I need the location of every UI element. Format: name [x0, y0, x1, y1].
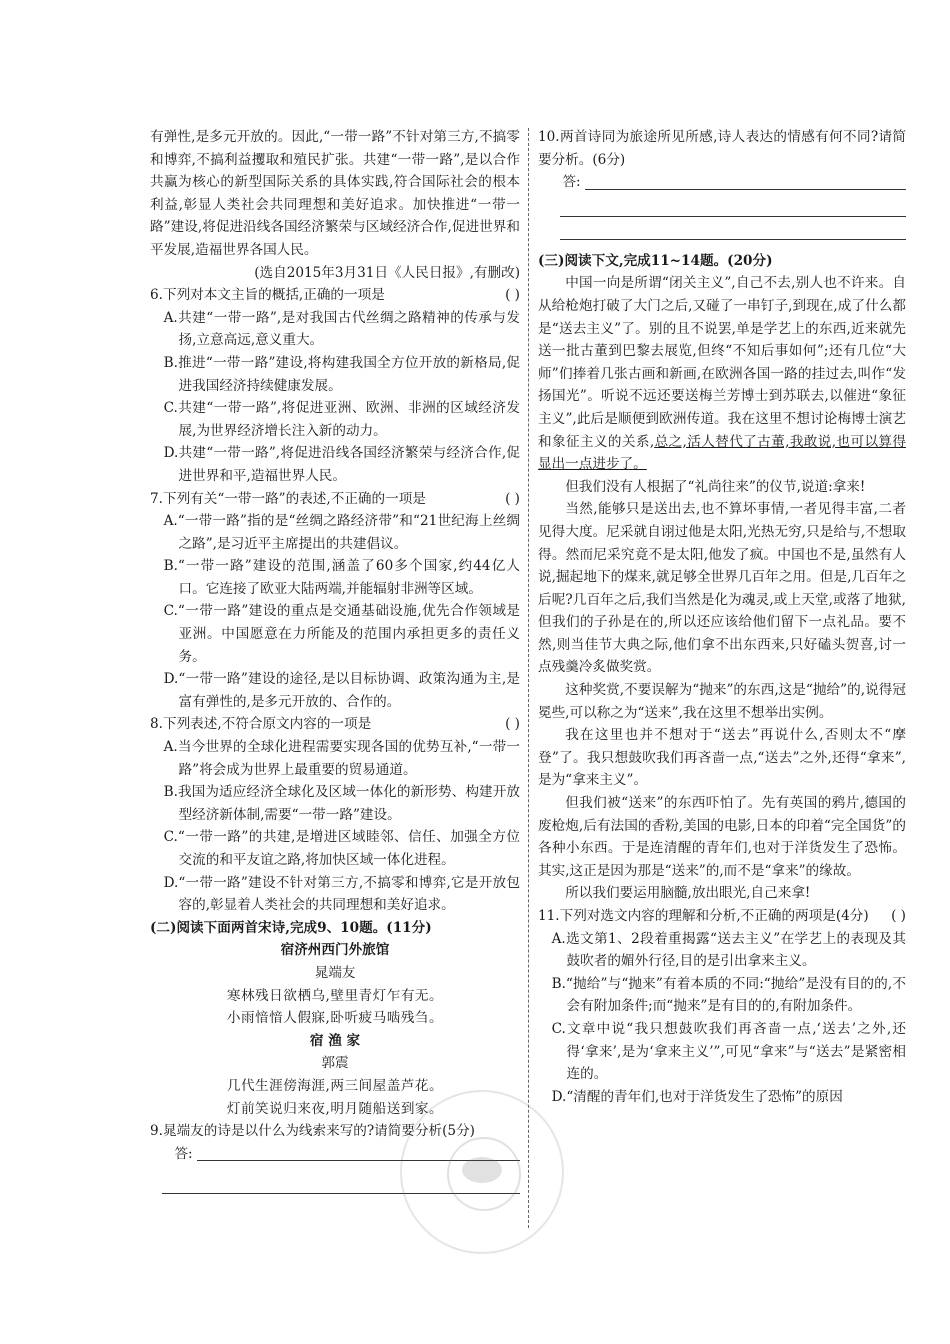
passage-paragraph-7: 所以我们要运用脑髓,放出眼光,自己来拿!: [565, 885, 811, 902]
question-11: [538, 905, 906, 1108]
q10-answer-line-2[interactable]: [560, 194, 906, 217]
q11-answer-paren[interactable]: ( ): [891, 908, 906, 924]
q6-answer-paren[interactable]: ( ): [505, 287, 520, 304]
q9-answer-label: 答:: [174, 1145, 193, 1162]
watermark-seal: [400, 1090, 564, 1254]
q10-answer-row: [538, 171, 906, 194]
q6-option-b: B.推进“一带一路”建设,将构建我国全方位开放的新格局,促进我国经济持续健康发展。: [163, 354, 520, 394]
poem-2-title: 宿 渔 家: [309, 1032, 361, 1049]
q8-answer-paren[interactable]: ( ): [505, 716, 520, 733]
question-7: [150, 488, 520, 714]
passage-paragraph-2: 但我们没有人根据了“礼尚往来”的仪节,说道:拿来!: [565, 478, 866, 495]
q6-stem: 6.下列对本文主旨的概括,正确的一项是: [150, 287, 385, 304]
q11-option-c: C.文章中说“我只想鼓吹我们再吝啬一点,‘送去’之外,还得‘拿来’,是为‘拿来主义’”,可见“拿来”与“送去”是紧密相连的。: [551, 1020, 906, 1083]
q9-stem: 9.晁端友的诗是以什么为线索来写的?请简要分析(5分): [150, 1123, 475, 1140]
passage-paragraph-4: 这种奖赏,不要误解为“抛来”的东西,这是“抛给”的,说得冠冕些,可以称之为“送来”,我在这里不想举出实例。: [538, 682, 906, 721]
q8-stem: 8.下列表述,不符合原文内容的一项是: [150, 716, 372, 733]
q10-answer-label: 答:: [562, 174, 581, 191]
q10-answer-line-3[interactable]: [560, 217, 906, 240]
section-2-heading: (二)阅读下面两首宋诗,完成9、10题。(11分): [150, 919, 432, 936]
left-column: [150, 126, 520, 1194]
passage-paragraph-5: 我在这里也并不想对于“送去”再说什么,否则太不“摩登”了。我只想鼓吹我们再吝啬一点,“送去”之外,还得“拿来”,是为“拿来主义”。: [538, 727, 906, 789]
q8-option-c: C.“一带一路”的共建,是增进区域睦邻、信任、加强全方位交流的和平友谊之路,将加快区域一体化进程。: [163, 829, 520, 868]
q7-option-c: C.“一带一路”建设的重点是交通基础设施,优先合作领域是亚洲。中国愿意在力所能及的范围内承担更多的责任义务。: [163, 603, 520, 665]
q7-answer-paren[interactable]: ( ): [505, 490, 520, 507]
q8-option-a: A.当今世界的全球化进程需要实现各国的优势互补,“一带一路”将会成为世界上最重要的贸易通道。: [163, 739, 520, 778]
poem-1-line-1: 寒林残日欲栖乌,壁里青灯乍有无。: [226, 987, 444, 1004]
q11-option-b: B.“抛给”与“抛来”有着本质的不同:“抛给”是没有目的的,不会有附加条件;而“抛来”是有目的的,有附加条件。: [551, 975, 906, 1015]
q6-option-c: C.共建“一带一路”,将促进亚洲、欧洲、非洲的区域经济发展,为世界经济增长注入新的动力。: [163, 400, 520, 439]
eye-icon: [462, 1157, 502, 1183]
passage-paragraph-6: 但我们被“送来”的东西吓怕了。先有英国的鸦片,德国的废枪炮,后有法国的香粉,美国的电影,日本的印着“完全国货”的各种小东西。于是连清醒的青年们,也对于洋货发生了恐怖。其实,这正是因为那是“送来”的,而不是“拿来”的缘故。: [538, 795, 906, 879]
q6-option-d: D.共建“一带一路”,将促进沿线各国经济繁荣与经济合作,促进世界和平,造福世界人民。: [163, 445, 520, 484]
question-10: [538, 126, 906, 240]
passage-underlined-sentence: 总之,活人替代了古董,我敢说,也可以算得显出一点进步了。: [538, 433, 906, 473]
q7-option-d: D.“一带一路”建设的途径,是以目标协调、政策沟通为主,是富有弹性的,是多元开放的、合作的。: [163, 671, 520, 710]
q7-stem: 7.下列有关“一带一路”的表述,不正确的一项是: [150, 490, 426, 507]
poem-2-author: 郭震: [321, 1055, 349, 1072]
poem-2-line-1: 几代生涯傍海涯,两三间屋盖芦花。: [226, 1077, 444, 1094]
q11-stem: 11.下列对选文内容的理解和分析,不正确的两项是(4分): [538, 908, 869, 924]
poem-1-title: 宿济州西门外旅馆: [280, 942, 390, 959]
passage-paragraph-1-text: 中国一向是所谓“闭关主义”,自己不去,别人也不许来。自从给枪炮打破了大门之后,又碰了一串钉子,到现在,成了什么都是“送去主义”了。别的且不说罢,单是学艺上的东西,近来就先送一批古董到巴黎去展览,但终“不知后事如何”;还有几位“大师”们捧着几张古画和新画,在欧洲各国一路的挂过去,叫作“发扬国光”。听说不远还要送梅兰芳博士到苏联去,以催进“象征主义”,此后是顺便到欧洲传道。我在这里不想讨论梅博士演艺和象征主义的关系,: [538, 275, 906, 450]
column-divider: [528, 128, 529, 1228]
q8-option-d: D.“一带一路”建设不针对第三方,不搞零和博弈,它是开放包容的,彰显着人类社会的共同理想和美好追求。: [163, 874, 520, 914]
poem-1: [150, 939, 520, 1029]
q8-option-b: B.我国为适应经济全球化及区域一体化的新形势、构建开放型经济新体制,需要“一带一路”建设。: [163, 784, 520, 823]
q7-option-a: A.“一带一路”指的是“丝绸之路经济带”和“21世纪海上丝绸之路”,是习近平主席提出的共建倡议。: [163, 513, 520, 552]
q10-answer-line-1[interactable]: [585, 173, 906, 190]
right-column: [538, 126, 906, 1108]
question-8: [150, 713, 520, 916]
section-3-heading: (三)阅读下文,完成11~14题。(20分): [538, 252, 773, 269]
q7-option-b: B.“一带一路”建设的范围,涵盖了60多个国家,约44亿人口。它连接了欧亚大陆两端,并能辐射非洲等区域。: [163, 558, 520, 597]
q11-option-a: A.选文第1、2段着重揭露“送去主义”在学艺上的表现及其鼓吹者的媚外行径,目的是引出拿来主义。: [551, 930, 906, 970]
poem-1-line-2: 小雨愔愔人假寐,卧听疲马啮残刍。: [226, 1010, 444, 1027]
poem-2-line-2: 灯前笑说归来夜,明月随船送到家。: [226, 1100, 444, 1117]
question-6: [150, 284, 520, 487]
passage-paragraph-1: [538, 272, 906, 475]
passage-end-paragraph: 有弹性,是多元开放的。因此,“一带一路”不针对第三方,不搞零和博弈,不搞利益攫取和殖民扩张。共建“一带一路”,是以合作共赢为核心的新型国际关系的具体实践,符合国际社会的根本利益,彰显人类社会共同理想和美好追求。加快推进“一带一路”建设,将促进沿线各国经济繁荣与区域经济合作,促进世界和平发展,造福世界各国人民。: [150, 129, 520, 258]
q11-option-d: D.“清醒的青年们,也对于洋货发生了恐怖”的原因: [551, 1088, 843, 1105]
passage-paragraph-3: 当然,能够只是送出去,也不算坏事情,一者见得丰富,二者见得大度。尼采就自诩过他是太阳,光热无穷,只是给与,不想取得。然而尼采究竟不是太阳,他发了疯。中国也不是,虽然有人说,掘起地下的煤来,就足够全世界几百年之用。但是,几百年之后呢?几百年之后,我们当然是化为魂灵,或上天堂,或落了地狱,但我们的子孙是在的,所以还应该给他们留下一点礼品。要不然,则当佳节大典之际,他们拿不出东西来,只好磕头贺喜,讨一点残羹冷炙做奖赏。: [538, 501, 906, 676]
passage-source: (选自2015年3月31日《人民日报》,有删改): [254, 264, 520, 281]
poem-1-author: 晁端友: [314, 964, 356, 981]
q6-option-a: A.共建“一带一路”,是对我国古代丝绸之路精神的传承与发扬,立意高远,意义重大。: [163, 309, 520, 349]
q10-stem: 10.两首诗同为旅途所见所感,诗人表达的情感有何不同?请简要分析。(6分): [538, 129, 906, 168]
